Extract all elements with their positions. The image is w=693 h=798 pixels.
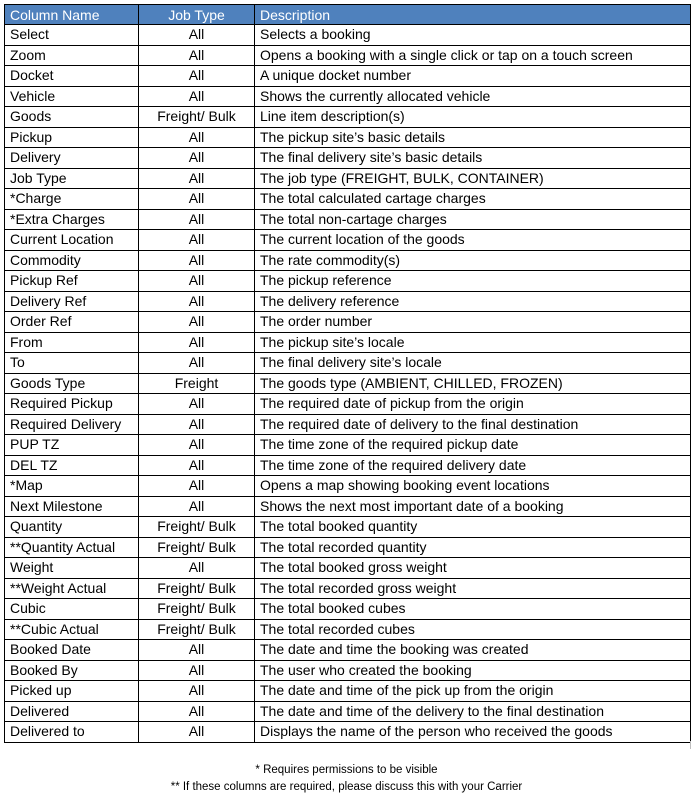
cell-description: The final delivery site’s locale bbox=[255, 353, 691, 374]
footnote-permissions: * Requires permissions to be visible bbox=[255, 764, 438, 776]
cell-description: The user who created the booking bbox=[255, 660, 691, 681]
cell-column-name: *Charge bbox=[5, 189, 139, 210]
table-row bbox=[5, 107, 691, 128]
footnote-carrier: ** If these columns are required, please discuss this with your Carrier bbox=[170, 781, 523, 793]
cell-description: The pickup site’s basic details bbox=[255, 127, 691, 148]
cell-job-type: All bbox=[139, 25, 255, 46]
table-row bbox=[5, 332, 691, 353]
cell-description: The total booked cubes bbox=[255, 599, 691, 620]
cell-column-name: DEL TZ bbox=[5, 455, 139, 476]
cell-job-type: All bbox=[139, 353, 255, 374]
cell-column-name: From bbox=[5, 332, 139, 353]
cell-column-name: Zoom bbox=[5, 45, 139, 66]
cell-description: The total recorded quantity bbox=[255, 537, 691, 558]
cell-job-type: All bbox=[139, 455, 255, 476]
cell-job-type: Freight/ Bulk bbox=[139, 578, 255, 599]
cell-column-name: Picked up bbox=[5, 681, 139, 702]
table-row bbox=[5, 189, 691, 210]
cell-job-type: All bbox=[139, 476, 255, 497]
cell-job-type: All bbox=[139, 209, 255, 230]
cell-description: The total non-cartage charges bbox=[255, 209, 691, 230]
cell-description: The date and time the booking was created bbox=[255, 640, 691, 661]
cell-description: Selects a booking bbox=[255, 25, 691, 46]
cell-job-type: All bbox=[139, 66, 255, 87]
cell-column-name: **Weight Actual bbox=[5, 578, 139, 599]
cell-job-type: All bbox=[139, 86, 255, 107]
cell-column-name: Order Ref bbox=[5, 312, 139, 333]
cell-column-name: Booked Date bbox=[5, 640, 139, 661]
cell-column-name: To bbox=[5, 353, 139, 374]
table-row bbox=[5, 496, 691, 517]
cell-description: Line item description(s) bbox=[255, 107, 691, 128]
cell-description: The time zone of the required delivery date bbox=[255, 455, 691, 476]
cell-column-name: Goods bbox=[5, 107, 139, 128]
cell-column-name: Vehicle bbox=[5, 86, 139, 107]
cell-description: The goods type (AMBIENT, CHILLED, FROZEN) bbox=[255, 373, 691, 394]
cell-job-type: All bbox=[139, 189, 255, 210]
cell-job-type: All bbox=[139, 312, 255, 333]
cell-job-type: Freight/ Bulk bbox=[139, 537, 255, 558]
table-row bbox=[5, 312, 691, 333]
table-row bbox=[5, 558, 691, 579]
cell-job-type: All bbox=[139, 394, 255, 415]
table-row bbox=[5, 640, 691, 661]
cell-job-type: Freight/ Bulk bbox=[139, 599, 255, 620]
cell-column-name: *Map bbox=[5, 476, 139, 497]
table-row bbox=[5, 394, 691, 415]
cell-column-name: **Quantity Actual bbox=[5, 537, 139, 558]
cell-job-type: All bbox=[139, 701, 255, 722]
cell-description: The pickup site’s locale bbox=[255, 332, 691, 353]
cell-job-type: All bbox=[139, 168, 255, 189]
header-job-type: Job Type bbox=[139, 5, 255, 25]
table-row bbox=[5, 25, 691, 46]
cell-job-type: All bbox=[139, 230, 255, 251]
cell-column-name: Commodity bbox=[5, 250, 139, 271]
cell-description: The order number bbox=[255, 312, 691, 333]
cell-column-name: Pickup bbox=[5, 127, 139, 148]
table-row bbox=[5, 599, 691, 620]
cell-description: The required date of pickup from the origin bbox=[255, 394, 691, 415]
table-row bbox=[5, 250, 691, 271]
table-header-row bbox=[5, 5, 691, 25]
cell-job-type: All bbox=[139, 722, 255, 743]
table-row bbox=[5, 353, 691, 374]
cell-description: A unique docket number bbox=[255, 66, 691, 87]
table-row bbox=[5, 537, 691, 558]
cell-description: The time zone of the required pickup date bbox=[255, 435, 691, 456]
cell-description: The current location of the goods bbox=[255, 230, 691, 251]
header-description: Description bbox=[255, 5, 691, 25]
table-row bbox=[5, 701, 691, 722]
cell-column-name: Required Pickup bbox=[5, 394, 139, 415]
cell-job-type: All bbox=[139, 496, 255, 517]
cell-description: The final delivery site’s basic details bbox=[255, 148, 691, 169]
cell-description: Opens a booking with a single click or tap on a touch screen bbox=[255, 45, 691, 66]
cell-column-name: Pickup Ref bbox=[5, 271, 139, 292]
cell-column-name: *Extra Charges bbox=[5, 209, 139, 230]
cell-job-type: All bbox=[139, 558, 255, 579]
cell-column-name: Next Milestone bbox=[5, 496, 139, 517]
table-row bbox=[5, 722, 691, 743]
cell-job-type: Freight/ Bulk bbox=[139, 619, 255, 640]
page-edge-mark bbox=[690, 741, 691, 749]
cell-job-type: All bbox=[139, 45, 255, 66]
cell-column-name: Docket bbox=[5, 66, 139, 87]
columns-table-container bbox=[4, 4, 691, 743]
cell-column-name: Quantity bbox=[5, 517, 139, 538]
table-row bbox=[5, 291, 691, 312]
table-row bbox=[5, 455, 691, 476]
cell-description: The total recorded gross weight bbox=[255, 578, 691, 599]
cell-description: The total booked quantity bbox=[255, 517, 691, 538]
cell-column-name: PUP TZ bbox=[5, 435, 139, 456]
cell-description: The date and time of the pick up from the origin bbox=[255, 681, 691, 702]
cell-column-name: Weight bbox=[5, 558, 139, 579]
cell-description: The delivery reference bbox=[255, 291, 691, 312]
cell-job-type: All bbox=[139, 127, 255, 148]
cell-description: Displays the name of the person who received the goods bbox=[255, 722, 691, 743]
cell-column-name: Job Type bbox=[5, 168, 139, 189]
cell-description: The total booked gross weight bbox=[255, 558, 691, 579]
header-column-name: Column Name bbox=[5, 5, 139, 25]
cell-description: Shows the next most important date of a booking bbox=[255, 496, 691, 517]
cell-job-type: All bbox=[139, 148, 255, 169]
cell-description: The rate commodity(s) bbox=[255, 250, 691, 271]
cell-job-type: All bbox=[139, 271, 255, 292]
cell-description: The required date of delivery to the final destination bbox=[255, 414, 691, 435]
cell-job-type: All bbox=[139, 435, 255, 456]
cell-column-name: Goods Type bbox=[5, 373, 139, 394]
table-row bbox=[5, 271, 691, 292]
cell-job-type: All bbox=[139, 291, 255, 312]
table-row bbox=[5, 148, 691, 169]
cell-column-name: Delivered to bbox=[5, 722, 139, 743]
cell-job-type: All bbox=[139, 681, 255, 702]
cell-job-type: Freight/ Bulk bbox=[139, 517, 255, 538]
cell-job-type: All bbox=[139, 660, 255, 681]
cell-description: The total calculated cartage charges bbox=[255, 189, 691, 210]
table-row bbox=[5, 373, 691, 394]
table-row bbox=[5, 414, 691, 435]
table-row bbox=[5, 230, 691, 251]
cell-description: Opens a map showing booking event locations bbox=[255, 476, 691, 497]
cell-column-name: Delivered bbox=[5, 701, 139, 722]
cell-description: The date and time of the delivery to the final destination bbox=[255, 701, 691, 722]
table-row bbox=[5, 45, 691, 66]
cell-description: Shows the currently allocated vehicle bbox=[255, 86, 691, 107]
cell-column-name: Booked By bbox=[5, 660, 139, 681]
cell-job-type: All bbox=[139, 640, 255, 661]
cell-column-name: **Cubic Actual bbox=[5, 619, 139, 640]
cell-description: The pickup reference bbox=[255, 271, 691, 292]
table-row bbox=[5, 86, 691, 107]
cell-job-type: All bbox=[139, 414, 255, 435]
table-row bbox=[5, 660, 691, 681]
cell-column-name: Select bbox=[5, 25, 139, 46]
cell-job-type: All bbox=[139, 332, 255, 353]
table-row bbox=[5, 435, 691, 456]
table-row bbox=[5, 476, 691, 497]
cell-column-name: Delivery Ref bbox=[5, 291, 139, 312]
cell-job-type: Freight bbox=[139, 373, 255, 394]
table-row bbox=[5, 578, 691, 599]
cell-description: The job type (FREIGHT, BULK, CONTAINER) bbox=[255, 168, 691, 189]
cell-column-name: Current Location bbox=[5, 230, 139, 251]
cell-job-type: All bbox=[139, 250, 255, 271]
table-row bbox=[5, 209, 691, 230]
table-row bbox=[5, 517, 691, 538]
table-row bbox=[5, 127, 691, 148]
table-row bbox=[5, 681, 691, 702]
cell-job-type: Freight/ Bulk bbox=[139, 107, 255, 128]
table-row bbox=[5, 66, 691, 87]
cell-column-name: Required Delivery bbox=[5, 414, 139, 435]
table-row bbox=[5, 619, 691, 640]
cell-column-name: Cubic bbox=[5, 599, 139, 620]
table-row bbox=[5, 168, 691, 189]
cell-description: The total recorded cubes bbox=[255, 619, 691, 640]
cell-column-name: Delivery bbox=[5, 148, 139, 169]
columns-table bbox=[4, 4, 691, 743]
